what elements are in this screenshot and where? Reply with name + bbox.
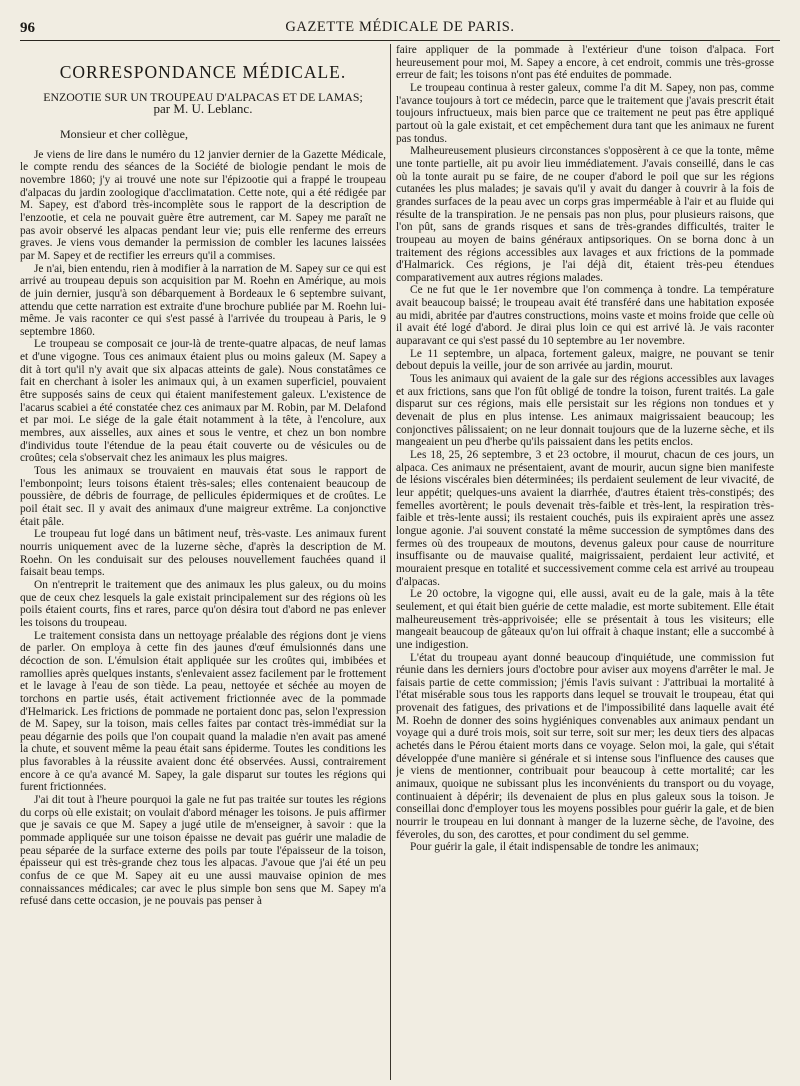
section-title: CORRESPONDANCE MÉDICALE.: [59, 62, 347, 82]
paragraph: Je n'ai, bien entendu, rien à modifier à la narration de M. Sapey sur ce qui est arrivé au troupeau depuis son acquisition par M. Roehn en Amérique, au mois de juin dernier, jusqu'à son débarquement à Bordeaux le 6 septembre suivant, attendu que cette narration est extraite d'une brochure publiée par M. Roehn lui-même. Je vais raconter ce qui s'est passé à l'arrivée du troupeau à Paris, le 9 septembre 1860.: [20, 262, 386, 338]
paragraph: Malheureusement plusieurs circonstances s'opposèrent à ce que la tonte, même une tonte partielle, ait pu avoir lieu immédiatement. J'avais conseillé, dans le cas où la tonte aurait pu se faire, de ne couper d'abord le poil que sur les régions cutanées les plus malades; je savais qu'il y avait du danger à couvrir à la fois de grandes surfaces de la peau avec un corps gras imperméable à l'air et au fluide qui résulte de la transpiration. Je ne pensais pas non plus, pour plusieurs raisons, que l'on pût, sans de grands risques et sans de très-grandes difficultés, traiter le troupeau au moyen de bains généraux antipsoriques. On se borna donc à un traitement des régions accessibles aux lavages et aux frictions de la pommade d'Halmarick. Ces régions, je l'ai déjà dit, étaient très-peu étendues comparativement aux autres régions malades.: [396, 145, 774, 284]
page-header: [20, 14, 780, 41]
paragraph: L'état du troupeau ayant donné beaucoup d'inquiétude, une commission fut réunie dans les derniers jours d'octobre pour aviser aux moyens d'arrêter le mal. Je faisais partie de cette commission; j'émis l'avis suivant : J'attribuai la mortalité à l'état misérable sous tous les rapports dans lequel se trouvait le troupeau, état qui provenait des fatigues, des privations et de l'impossibilité dans laquelle avait été M. Roehn de donner des soins hygiéniques convenables aux animaux pendant un voyage qui a duré trois mois, soit sur terre, soit sur mer; les deux tiers des alpacas achetés dans le Pérou étaient morts dans ce voyage. Selon moi, la gale, qui s'était développée d'une manière si générale et si intense sous l'influence des causes que je viens de mentionner, contribuait pour beaucoup à cette mortalité; car les animaux, quoique ne subissant plus les inconvénients du transport ou du voyage, continuaient à dépérir; ils devenaient de plus en plus galeux sous la toison. Je conseillai donc d'employer tous les moyens possibles pour guérir la gale, et de bien nourrir le troupeau en lui donnant à manger de la luzerne sèche, de l'avoine, des féveroles, du son, des carottes, et pour condiment du sel gemme.: [396, 651, 774, 841]
paragraph: Je viens de lire dans le numéro du 12 janvier dernier de la Gazette Médicale, le compte rendu des séances de la Société de biologie pendant le mois de novembre 1860; j'y ai trouvé une note sur l'épizootie qui a frappé le troupeau d'alpacas du jardin zoologique d'acclimatation. Cette note, qui a été rédigée par M. Sapey, est d'abord très-incomplète sous le rapport de la description de l'enzootie, et cela ne pouvait guère être autrement, car M. Sapey me paraît ne pas avoir observé les alpacas pendant leur vie; puis elle renferme des erreurs graves. Je viens vous demander la permission de combler les lacunes laissées par M. Sapey et de rectifier les erreurs qu'il a commises.: [20, 148, 386, 262]
article-title: ENZOOTIE SUR UN TROUPEAU D'ALPACAS ET DE LAMAS;: [43, 89, 363, 104]
paragraph: Le 11 septembre, un alpaca, fortement galeux, maigre, ne pouvant se tenir debout depuis la veille, jour de son arrivée au jardin, mourut.: [396, 347, 774, 373]
paragraph: Le troupeau continua à rester galeux, comme l'a dit M. Sapey, non pas, comme l'avance toujours à tort ce médecin, parce que le traitement que j'avais prescrit était toujours infructueux, mais bien parce que ce traitement ne peut pas être appliqué partout où la gale existait, et cet empêchement dura tant que les animaux ne furent pas tondus.: [396, 81, 774, 145]
journal-title: GAZETTE MÉDICALE DE PARIS.: [285, 19, 515, 35]
article-author: par M. U. Leblanc.: [153, 101, 253, 117]
left-column: [20, 44, 386, 1080]
paragraph: J'ai dit tout à l'heure pourquoi la gale ne fut pas traitée sur toutes les régions du corps où elle existait; on voulait d'abord ménager les toisons. Je puis affirmer que je savais ce que M. Sapey a jugé utile de m'enseigner, à savoir : que la pommade appliquée sur une toison épaisse ne devait pas guérir une maladie de peau séparée de la surface externe des poils par toute l'épaisseur de la toison, épaisseur qui est très-grande chez tous les alpacas. J'avoue que j'ai été un peu confus de ce que M. Sapey ait eu une aussi mauvaise opinion de mes connaissances médicales; car avec le plus simple bon sens que M. Sapey m'a refusé dans cette occasion, je ne pouvais pas penser à: [20, 794, 386, 908]
paragraph: Le troupeau se composait ce jour-là de trente-quatre alpacas, de neuf lamas et d'une vigogne. Tous ces animaux étaient plus ou moins galeux (M. Sapey a dit à tort qu'il n'y avait que six alpacas atteints de gale). Nous constatâmes ce fait en cherchant à isoler les animaux qui, à un examen superficiel, pouvaient être supposés sains de ceux qui étaient manifestement galeux. L'existence de l'acarus scabiei a été constatée chez ces animaux par M. Robin, par M. Delafond et par moi. Le siége de la gale était notamment à la tête, à l'encolure, aux membres, aux aisselles, aux aines et sous le ventre, et chez un bon nombre d'individus toute l'étendue de la peau était couverte ou de vésicules ou de croûtes; cela s'observait chez les animaux les plus maigres.: [20, 338, 386, 465]
paragraph: Ce ne fut que le 1er novembre que l'on commença à tondre. La température avait beaucoup baissé; le troupeau avait été transféré dans une habitation exposée au midi, abritée par d'autres constructions, moins vaste et moins froide que celle où il avait été logé d'abord. Je dirai plus loin ce qui est arrivé là. Je vais raconter auparavant ce qui s'est passé du 10 septembre au 1er novembre.: [396, 284, 774, 348]
paragraph: On n'entreprit le traitement que des animaux les plus galeux, ou du moins que de ceux chez lesquels la gale existait principalement sur des régions où les poils étaient courts, fins et rares, parce qu'on désira tout d'abord ne pas enlever les toisons du troupeau.: [20, 578, 386, 629]
right-column: [396, 44, 774, 1080]
paragraph: Le traitement consista dans un nettoyage préalable des régions dont je viens de parler. On employa à cette fin des jaunes d'œuf émulsionnés dans une décoction de son. L'émulsion était appliquée sur les croûtes qui, imbibées et ramollies après quelques instants, s'enlevaient assez facilement par le frottement et le lavage à l'eau de son tiède. La peau, nettoyée et séchée au moyen de torchons en partie usés, était activement frictionnée avec de la pommade d'Helmarick. Les frictions de pommade ne portaient donc pas, selon l'expression de M. Sapey, sur la toison, mais celles faites par contact très-immédiat sur la peau dégarnie des poils que l'on coupait quand la maladie n'en avait pas amené la chute, et souvent même la peau était sans épiderme. Toutes les conditions les plus favorables à la réussite avaient donc été observées. Aussi, contrairement encore à ce qu'a avancé M. Sapey, la gale disparut sur toutes les régions qui furent frictionnées.: [20, 629, 386, 794]
paragraph: Le 20 octobre, la vigogne qui, elle aussi, avait eu de la gale, mais à la tête seulement, et qui était bien guérie de cette maladie, est morte subitement. Elle était malheureusement très-apprivoisée; elle se présentait à tous les visiteurs; elle mangeait beaucoup de gâteaux qu'on lui offrait à chaque instant; elle a succombé à une indigestion.: [396, 588, 774, 651]
salutation: Monsieur et cher collègue,: [60, 126, 188, 141]
paragraph: Tous les animaux qui avaient de la gale sur des régions accessibles aux lavages et aux frictions, sans que l'on fût obligé de tondre la toison, furent traités. La gale disparut sur ces régions, mais elle persistait sur les régions non tondues et y devenait de plus en plus intense. Les animaux maigrissaient beaucoup; les conjonctives pâlissaient; on ne leur donnait toujours que de la luzerne sèche, et ils mangeaient un peu d'herbe qu'ils paissaient dans les petits enclos.: [396, 373, 774, 449]
paragraph: Le troupeau fut logé dans un bâtiment neuf, très-vaste. Les animaux furent nourris uniquement avec de la luzerne sèche, d'après la description de M. Roehn. On les conduisait sur des pelouses nouvellement fauchées quand il faisait beau temps.: [20, 528, 386, 579]
paragraph: Les 18, 25, 26 septembre, 3 et 23 octobre, il mourut, chacun de ces jours, un alpaca. Ces animaux ne présentaient, avant de mourir, aucun signe bien manifeste de lésions viscérales bien déterminées; ils perdaient seulement de leur vivacité, de leur appétit; quelques-uns avaient la diarrhée, d'autres étaient très-constipés; des femelles avortèrent; le pouls devenait très-faible et très-lent, la respiration très-faible et très-lente aussi; ils restaient couchés, puis ils expiraient après une assez longue agonie. J'ai souvent constaté la même succession de symptômes dans des fermes où des troupeaux de moutons, devenus galeux pour cause de nourriture insuffisante ou de mauvaise qualité, maigrissaient, perdaient leur activité, et mouraient presque en totalité et successivement comme cela est arrivé au troupeau d'alpacas.: [396, 449, 774, 588]
paragraph-continued: faire appliquer de la pommade à l'extérieur d'une toison d'alpaca. Fort heureusement pour moi, M. Sapey a encore, à cet endroit, commis une très-grosse erreur de fait; les toisons n'ont pas été enduites de pommade.: [396, 44, 774, 82]
column-divider: [390, 44, 391, 1080]
paragraph: Pour guérir la gale, il était indispensable de tondre les animaux;: [410, 841, 699, 854]
paragraph: Tous les animaux se trouvaient en mauvais état sous le rapport de l'embonpoint; leurs toisons étaient très-sales; elles contenaient beaucoup de poussière, de débris de fourrage, de pellicules épidermiques et de croûtes. Le poil était sec. Il y avait des animaux d'une maigreur extrême. La conjonctive était pâle.: [20, 465, 386, 528]
page-number: 96: [20, 20, 35, 36]
